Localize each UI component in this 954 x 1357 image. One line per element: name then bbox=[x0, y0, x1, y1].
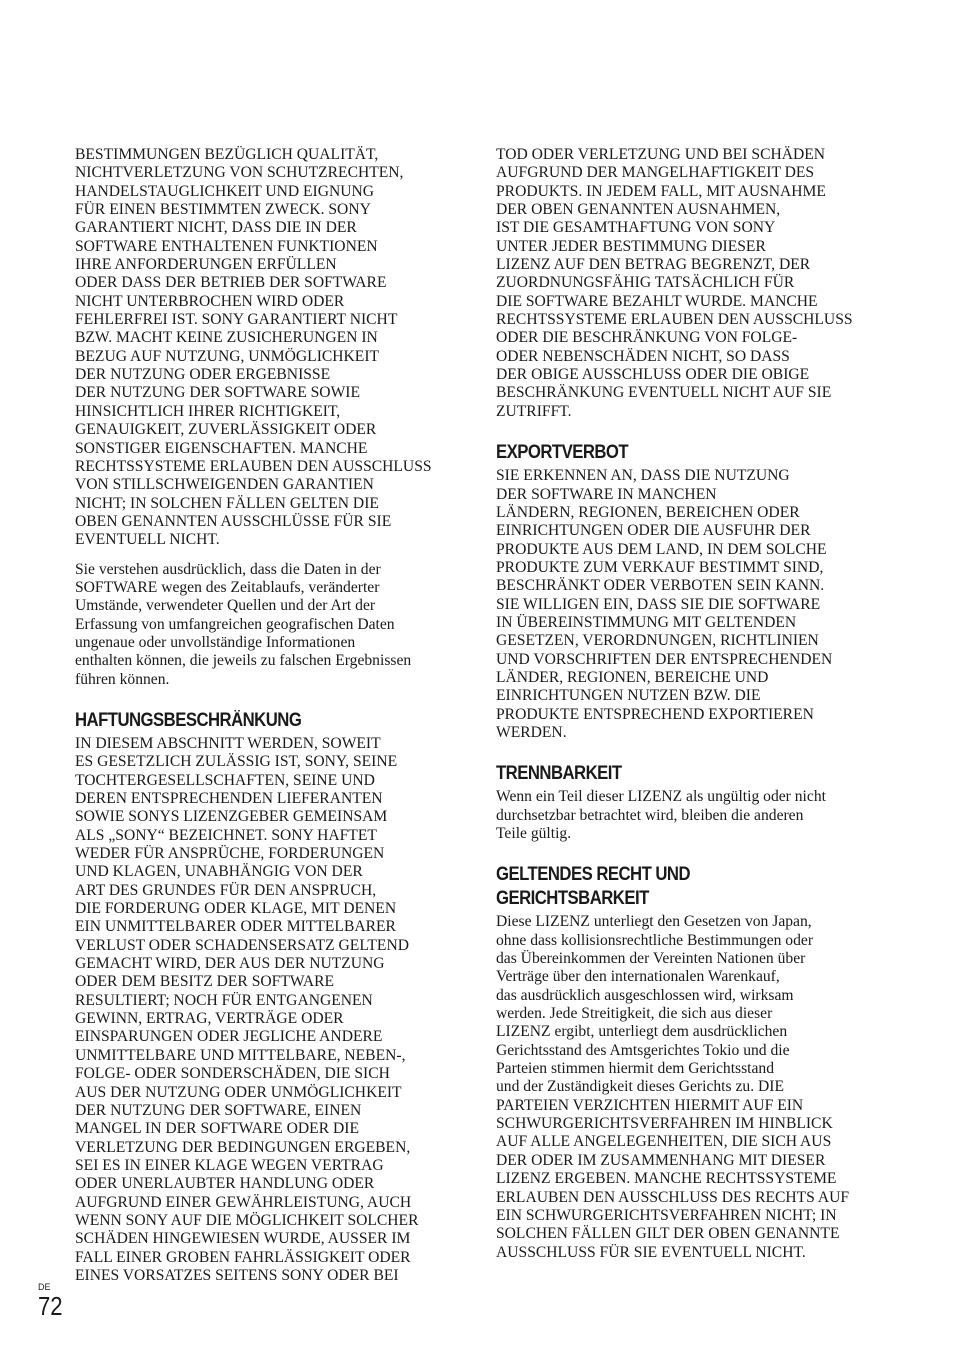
liability-continued-paragraph: TOD ODER VERLETZUNG UND BEI SCHÄDEN AUFGRUND DER MANGELHAFTIGKEIT DES PRODUKTS. IN JEDEM FALL, MIT AUSNAHME DER OBEN GENANNTEN AUSNAHMEN, IST DIE GESAMTHAFTUNG VON SONY UNTER JEDER BESTIMMUNG DIESER LIZENZ AUF DEN BETRAG BEGRENZT, DER ZUORDNUNGSFÄHIG TATSÄCHLICH FÜR DIE SOFTWARE BEZAHLT WURDE. MANCHE RECHTSSYSTEME ERLAUBEN DEN AUSSCHLUSS ODER DIE BESCHRÄNKUNG VON FOLGE- ODER NEBENSCHÄDEN NICHT, SO DASS DER OBIGE AUSSCHLUSS ODER DIE OBIGE BESCHRÄNKUNG EVENTUELL NICHT AUF SIE ZUTRIFFT. bbox=[496, 146, 853, 420]
liability-paragraph: IN DIESEM ABSCHNITT WERDEN, SOWEIT ES GESETZLICH ZULÄSSIG IST, SONY, SEINE TOCHTERGESELLSCHAFTEN, SEINE UND DEREN ENTSPRECHENDEN LIEFERANTEN SOWIE SONYS LIZENZGEBER GEMEINSAM ALS „SONY“ BEZEICHNET. SONY HAFTET WEDER FÜR ANSPRÜCHE, FORDERUNGEN UND KLAGEN, UNABHÄNGIG VON DER ART DES GRUNDES FÜR DEN ANSPRUCH, DIE FORDERUNG ODER KLAGE, MIT DENEN EIN UNMITTELBARER ODER MITTELBARER VERLUST ODER SCHADENSERSATZ GELTEND GEMACHT WIRD, DER AUS DER NUTZUNG ODER DEM BESITZ DER SOFTWARE RESULTIERT; NOCH FÜR ENTGANGENEN GEWINN, ERTRAG, VERTRÄGE ODER EINSPARUNGEN ODER JEGLICHE ANDERE UNMITTELBARE UND MITTELBARE, NEBEN-, FOLGE- ODER SONDERSCHÄDEN, DIE SICH AUS DER NUTZUNG ODER UNMÖGLICHKEIT DER NUTZUNG DER SOFTWARE, EINEN MANGEL IN DER SOFTWARE ODER DIE VERLETZUNG DER BEDINGUNGEN ERGEBEN, SEI ES IN EINER KLAGE WEGEN VERTRAG ODER UNERLAUBTER HANDLUNG ODER AUFGRUND EINER GEWÄHRLEISTUNG, AUCH WENN SONY AUF DIE MÖGLICHKEIT SOLCHER SCHÄDEN HINGEWIESEN WURDE, AUSSER IM FALL EINER GROBEN FAHRLÄSSIGKEIT ODER EINES VORSATZES SEITENS SONY ODER BEI bbox=[75, 734, 419, 1284]
page-footer bbox=[38, 1282, 67, 1320]
warranty-disclaimer-paragraph: BESTIMMUNGEN BEZÜGLICH QUALITÄT, NICHTVERLETZUNG VON SCHUTZRECHTEN, HANDELSTAUGLICHKEIT UND EIGNUNG FÜR EINEN BESTIMMTEN ZWECK. SONY GARANTIERT NICHT, DASS DIE IN DER SOFTWARE ENTHALTENEN FUNKTIONEN IHRE ANFORDERUNGEN ERFÜLLEN ODER DASS DER BETRIEB DER SOFTWARE NICHT UNTERBROCHEN WIRD ODER FEHLERFREI IST. SONY GARANTIERT NICHT BZW. MACHT KEINE ZUSICHERUNGEN IN BEZUG AUF NUTZUNG, UNMÖGLICHKEIT DER NUTZUNG ODER ERGEBNISSE DER NUTZUNG DER SOFTWARE SOWIE HINSICHTLICH IHRER RICHTIGKEIT, GENAUIGKEIT, ZUVERLÄSSIGKEIT ODER SONSTIGER EIGENSCHAFTEN. MANCHE RECHTSSYSTEME ERLAUBEN DEN AUSSCHLUSS VON STILLSCHWEIGENDEN GARANTIEN NICHT; IN SOLCHEN FÄLLEN GELTEN DIE OBEN GENANNTEN AUSSCHLÜSSE FÜR SIE EVENTUELL NICHT. bbox=[75, 146, 432, 549]
section-heading-exportverbot: EXPORTVERBOT bbox=[496, 442, 629, 464]
section-heading-geltendes-recht: GELTENDES RECHT UND GERICHTSBARKEIT bbox=[496, 864, 691, 910]
language-code: DE bbox=[38, 1282, 51, 1292]
export-paragraph: SIE ERKENNEN AN, DASS DIE NUTZUNG DER SOFTWARE IN MANCHEN LÄNDERN, REGIONEN, BEREICHEN ODER EINRICHTUNGEN ODER DIE AUSFUHR DER PRODUKTE AUS DEM LAND, IN DEM SOLCHE PRODUKTE ZUM VERKAUF BESTIMMT SIND, BESCHRÄNKT ODER VERBOTEN SEIN KANN. SIE WILLIGEN EIN, DASS SIE DIE SOFTWARE IN ÜBEREINSTIMMUNG MIT GELTENDEN GESETZEN, VERORDNUNGEN, RICHTLINIEN UND VORSCHRIFTEN DER ENTSPRECHENDEN LÄNDER, REGIONEN, BEREICHE UND EINRICHTUNGEN NUTZEN BZW. DIE PRODUKTE ENTSPRECHEND EXPORTIEREN WERDEN. bbox=[496, 467, 833, 741]
severability-paragraph: Wenn ein Teil dieser LIZENZ als ungültig oder nicht durchsetzbar betrachtet wird, bleiben die anderen Teile gültig. bbox=[496, 788, 826, 842]
data-accuracy-paragraph: Sie verstehen ausdrücklich, dass die Daten in der SOFTWARE wegen des Zeitablaufs, veränderter Umstände, verwendeter Quellen und der Art der Erfassung von umfangreichen geografischen Daten ungenaue oder unvollständige Informationen enthalten können, die jeweils zu falschen Ergebnissen führen können. bbox=[75, 560, 412, 688]
right-column bbox=[496, 146, 868, 1262]
page-number: 72 bbox=[38, 1291, 63, 1321]
section-heading-haftungsbeschraenkung: HAFTUNGSBESCHRÄNKUNG bbox=[75, 709, 302, 731]
jurisdiction-paragraph: Diese LIZENZ unterliegt den Gesetzen von Japan, ohne dass kollisionsrechtliche Bestimmungen oder das Übereinkommen der Vereinten Nationen über Verträge über den internationalen Warenkauf, das ausdrücklich ausgeschlossen wird, wirksam werden. Jede Streitigkeit, die sich aus dieser LIZENZ ergibt, unterliegt dem ausdrücklichen Gerichtsstand des Amtsgerichtes Tokio und die Parteien stimmen hiermit dem Gerichtsstand und der Zuständigkeit dieses Gerichts zu. DIE PARTEIEN VERZICHTEN HIERMIT AUF EIN SCHWURGERICHTSVERFAHREN IM HINBLICK AUF ALLE ANGELEGENHEITEN, DIE SICH AUS DER ODER IM ZUSAMMENHANG MIT DIESER LIZENZ ERGEBEN. MANCHE RECHTSSYSTEME ERLAUBEN DEN AUSSCHLUSS DES RECHTS AUF EIN SCHWURGERICHTSVERFAHREN NICHT; IN SOLCHEN FÄLLEN GILT DER OBEN GENANNTE AUSSCHLUSS FÜR SIE EVENTUELL NICHT. bbox=[496, 913, 850, 1261]
section-heading-trennbarkeit: TRENNBARKEIT bbox=[496, 763, 622, 785]
left-column bbox=[75, 146, 447, 1285]
